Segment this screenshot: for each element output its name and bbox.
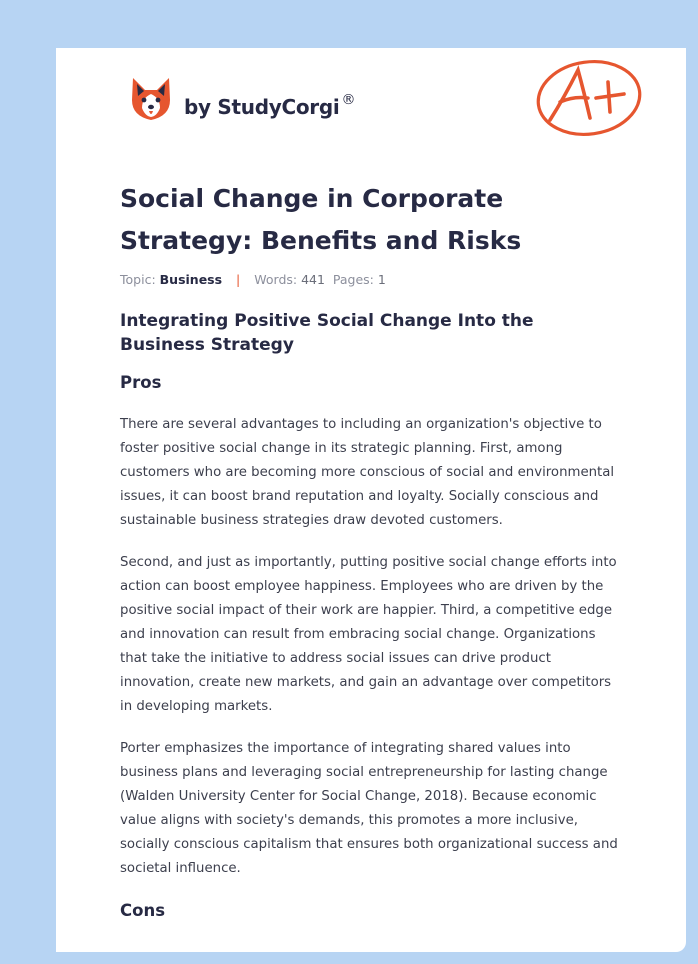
words-label: Words: (254, 272, 298, 287)
page-count: 1 (377, 272, 386, 287)
pages-label: Pages: (332, 272, 374, 287)
topic-link[interactable]: Business (159, 272, 223, 287)
pros-heading: Pros (120, 373, 162, 392)
document-page (56, 48, 686, 952)
word-count: 441 (301, 272, 325, 287)
paragraph: Porter emphasizes the importance of integrating shared values into business plans and leveraging social entrepreneurship for lasting change (Walden University Center for Social Change, 2018). Because economic value aligns with society's demands, this promotes a more inclusive, socially conscious capitalism that ensures both organizational success and societal influence. (120, 741, 618, 876)
meta-separator: | (236, 272, 241, 287)
studycorgi-logo[interactable] (130, 76, 355, 122)
brand-name: by StudyCorgi ® (184, 91, 356, 119)
section-heading: Integrating Positive Social Change Into the Business Strategy (120, 311, 534, 355)
registered-mark: ® (341, 91, 356, 108)
topic-label: Topic: (120, 272, 156, 287)
paragraph: There are several advantages to including an organization's objective to foster positive social change in its strategic planning. First, among customers who are becoming more conscious of social and environmental issues, it can boost brand reputation and loyalty. Socially conscious and sustainable business strategies draw devoted customers. (120, 417, 615, 528)
header (120, 48, 622, 178)
corgi-logo-icon (130, 76, 172, 122)
document-meta (120, 272, 622, 287)
cons-heading: Cons (120, 901, 166, 920)
paragraph: Second, and just as importantly, putting positive social change efforts into action can boost employee happiness. Employees who are driven by the positive social impact of their work are happier. Third, a competitive edge and innovation can result from embracing social change. Organizations that take the initiative to address social issues can drive product innovation, create new markets, and gain an advantage over competitors in developing markets. (120, 555, 617, 714)
a-plus-grade-icon (534, 58, 646, 140)
document-title: Social Change in Corporate Strategy: Benefits and Risks (120, 184, 522, 255)
